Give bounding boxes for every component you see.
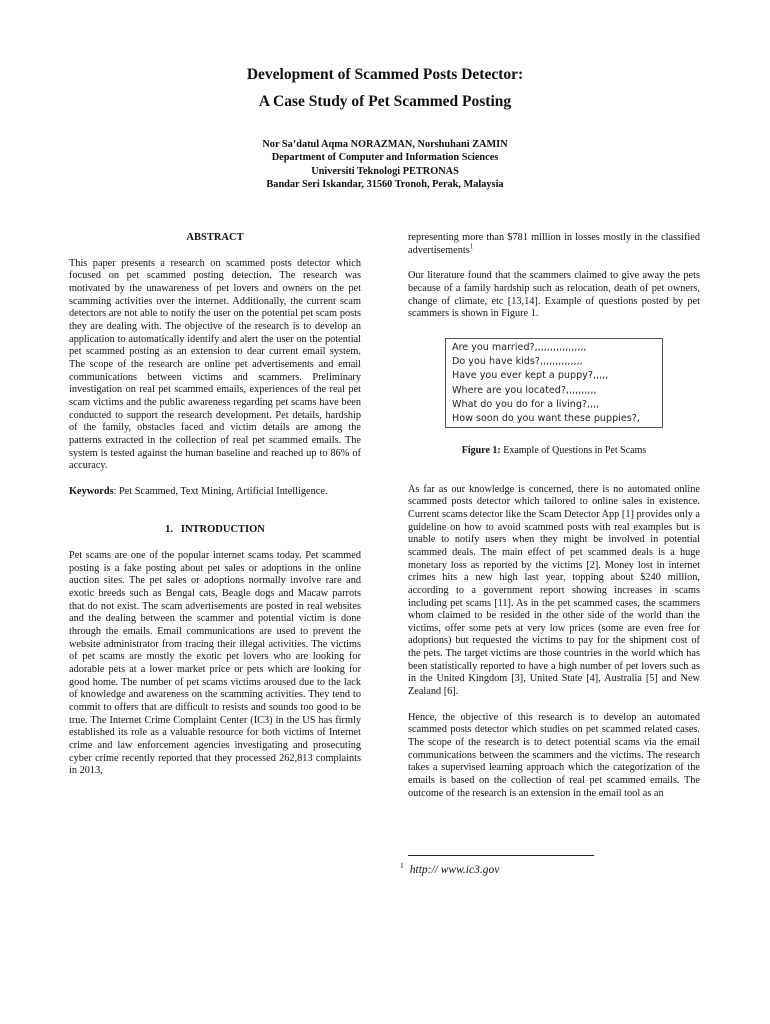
figure-caption-label: Figure 1:	[461, 444, 501, 456]
author-names: Nor Sa’datul Aqma NORAZMAN, Norshuhani ZAMIN	[262, 139, 508, 150]
introduction-paragraph-1: Pet scams are one of the popular internet scams today. Pet scammed posting is a fake posting about pet sales or adoptions in the online auction sites. The pet sales or adoptions normally involve rare and exotic breeds such as Bengal cats, Beagle dogs and Macaw parrots that do not exist. The scam advertisements are posted in real websites and the dealing between the scammer and potential victim is done through the emails. Email communications are used to prevent the website administrator from tracing their illegal activities. The victims of pet scams are mostly the exotic pet lovers who are looking for adorable pets at a lower market price or pets which are looking for good home. The number of pet scams victims aroused due to the lack of knowledge and awareness on the scamming activities. They tend to commit to offers that are difficult to resists and sounds too good to be true. The Internet Crime Complaint Center (IC3) in the US has firmly established its role as a valuable resource for both victims of Internet crime and law enforcement agencies investigating and prosecuting cyber crime recently reported that they processed 262,813 complaints in 2013,	[69, 550, 361, 777]
continuation-paragraph	[408, 232, 700, 257]
knowledge-paragraph: As far as our knowledge is concerned, there is no automated online scammed posts detector which tailored to online sales in existence. Current scams detector like the Scam Detector App [1] provides only a guideline on how to avoid scammed posts with real examples but is unable to notify users when they might be involved in potential scammed deals. The main effect of pet scammed deals is a huge monetary loss as reported by the victims [2]. Money lost in internet crimes hits a new high last year, topping about $240 million, according to a government report showing increases in scams including pet scams [11]. As in the pet scammed cases, the scammers whom claimed to be resided in the other side of the world than the victims, offer some pets at very low prices (some are even free for adoptions) but requested the victims to pay for the shipment cost of the pets. The target victims are those countries in the world which has been statistically reported to have a high number of pet lovers such as in the United Kingdom [3], United State [4], Australia [5] and New Zealand [6].	[408, 483, 700, 698]
figure-1-caption	[408, 445, 700, 458]
footnote-divider	[408, 855, 594, 856]
author-department: Department of Computer and Information Sciences	[271, 152, 499, 164]
author-address: Bandar Seri Iskandar, 31560 Tronoh, Perak, Malaysia	[266, 178, 504, 190]
figure-caption-text: Example of Questions in Pet Scams	[500, 444, 647, 456]
abstract-text: This paper presents a research on scammed posts detector which focused on pet scammed posting detection. The research was motivated by the unawareness of pet lovers and owners on the pet scamming activities over the internet. Additionally, the current scam detectors are not able to notify the user on the potential pet scam posts they are dealing with. The objective of the research is to develop an application to automatically identify and alert the user on the potential pet scammed posting as an extension to dear current email system. The scope of the research are online pet advertisements and email communications between victims and scammers. Preliminary investigation on real pet scammed emails, experiences of the real pet scam victims and the public awareness regarding pet scams have been conducted to support the research development. Pet details, hardship of the family, obstacles faced and victim details are among the patterns extracted in the collection of real pet scammed emails. The system is tested against the human baseline and reached up to 86% of accuracy.	[69, 257, 361, 472]
introduction-heading: 1. INTRODUCTION	[165, 524, 265, 536]
figure-question: Do you have kids?,,,,,,,,,,,,,,	[452, 356, 583, 368]
continuation-text: representing more than $781 million in losses mostly in the classified advertisements	[408, 232, 700, 256]
keywords-label: Keywords	[69, 485, 114, 497]
author-university: Universiti Teknologi PETRONAS	[311, 165, 459, 177]
figure-question: What do you do for a living?,,,,	[452, 398, 600, 410]
literature-paragraph: Our literature found that the scammers claimed to give away the pets because of a family hardship such as relocation, death of pet owners, change of climate, etc [13,14]. Example of questions posted by pet scammers is shown in Figure 1.	[408, 270, 700, 320]
right-column	[408, 232, 700, 800]
keywords-text: : Pet Scammed, Text Mining, Artificial Intelligence.	[113, 485, 328, 497]
footnote-link[interactable]: http:// www.ic3.gov	[409, 863, 500, 876]
footnote	[400, 861, 499, 876]
figure-question: Have you ever kept a puppy?,,,,,	[452, 370, 609, 382]
figure-question: Where are you located?,,,,,,,,,,	[452, 384, 597, 396]
author-block	[0, 138, 770, 191]
paper-title-line-2: A Case Study of Pet Scammed Posting	[258, 93, 512, 110]
footnote-marker: 1	[469, 242, 474, 251]
objective-paragraph: Hence, the objective of this research is to develop an automated scammed posts detector which studies on pet scammed related cases. The scope of the research is to detect potential scams via the email communications between the scammers and the victims. The research takes a supervised learning approach which the categorization of the emails is based on the collection of real pet scammed emails. The outcome of the research is an extension in the email tool as an	[408, 711, 700, 799]
footnote-number: 1	[400, 861, 404, 870]
paper-title-line-1: Development of Scammed Posts Detector:	[246, 66, 524, 83]
figure-question: How soon do you want these puppies?,	[452, 412, 640, 424]
abstract-heading: ABSTRACT	[186, 232, 244, 243]
keywords	[69, 486, 361, 499]
left-column	[69, 232, 361, 778]
figure-1-image	[445, 338, 663, 428]
figure-question: Are you married?,,,,,,,,,,,,,,,,,	[452, 341, 587, 353]
